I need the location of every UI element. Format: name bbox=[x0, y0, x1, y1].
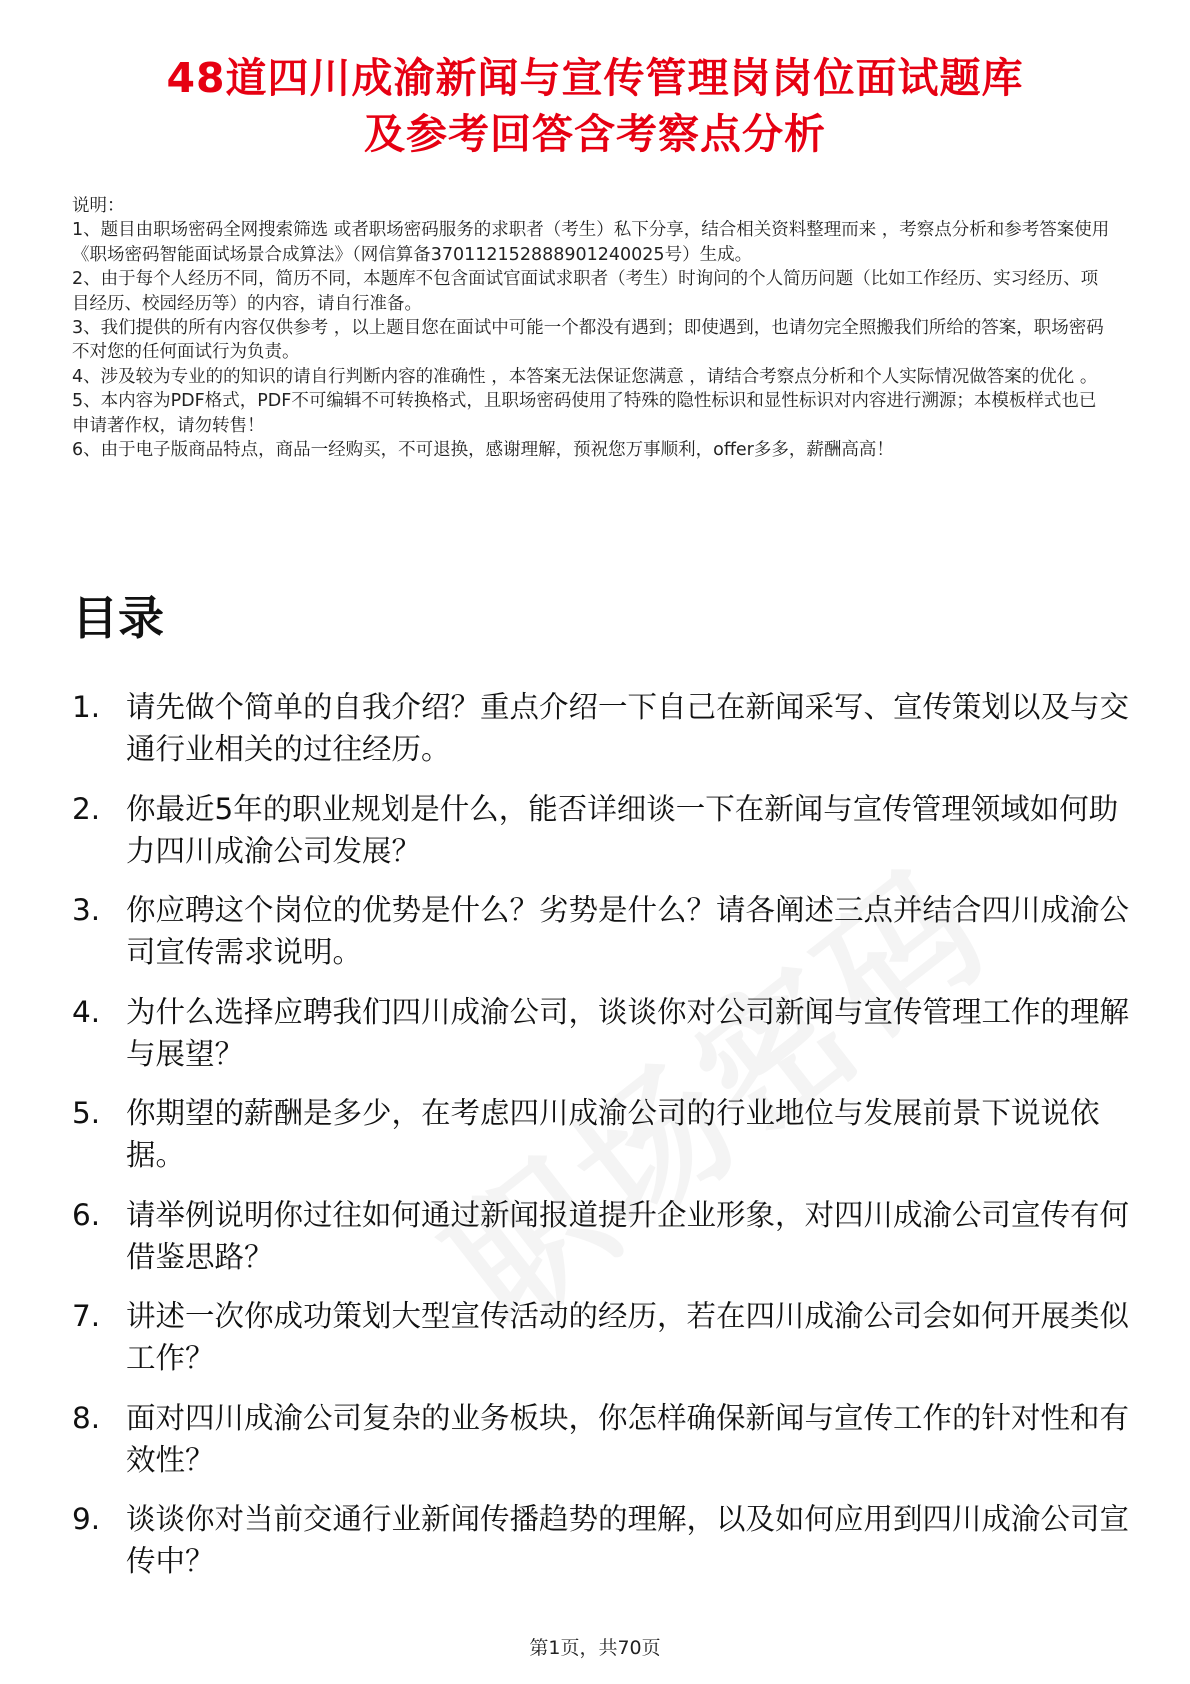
instruction-item: 1、题目由职场密码全网搜索筛选 或者职场密码服务的求职者（考生）私下分享，结合相关资料整理而来 ，考察点分析和参考答案使用《职场密码智能面试场景合成算法》（网信算备370112152888901240025号）生成。 bbox=[72, 220, 1110, 265]
toc-item[interactable] bbox=[72, 1498, 1132, 1582]
toc-item[interactable] bbox=[72, 1194, 1132, 1278]
instruction-item: 3、我们提供的所有内容仅供参考 ，以上题目您在面试中可能一个都没有遇到；即使遇到，也请勿完全照搬我们所给的答案，职场密码不对您的任何面试行为负责。 bbox=[72, 318, 1104, 363]
toc-item-number: 2. bbox=[72, 791, 101, 826]
toc-item-text: 你期望的薪酬是多少，在考虑四川成渝公司的行业地位与发展前景下说说依据。 bbox=[126, 1096, 1100, 1172]
toc-item-number: 4. bbox=[72, 994, 101, 1029]
toc-item-text: 请举例说明你过往如何通过新闻报道提升企业形象，对四川成渝公司宣传有何借鉴思路？ bbox=[126, 1197, 1130, 1274]
instructions-heading: 说明： bbox=[72, 196, 125, 216]
toc-item-number: 7. bbox=[72, 1299, 101, 1333]
toc-item[interactable] bbox=[72, 1092, 1132, 1176]
toc-heading: 目录 bbox=[72, 591, 164, 645]
toc-item-text: 为什么选择应聘我们四川成渝公司，谈谈你对公司新闻与宣传管理工作的理解与展望？ bbox=[126, 994, 1130, 1071]
toc-item[interactable] bbox=[72, 991, 1132, 1075]
toc-item-number: 3. bbox=[72, 893, 101, 927]
toc-item[interactable] bbox=[72, 1397, 1132, 1481]
instruction-item: 4、涉及较为专业的的知识的请自行判断内容的准确性 ，本答案无法保证您满意 ，请结合考察点分析和个人实际情况做答案的优化 。 bbox=[72, 366, 1098, 387]
toc-item-number: 8. bbox=[72, 1400, 101, 1435]
toc-item-number: 9. bbox=[72, 1502, 101, 1536]
toc-item[interactable] bbox=[72, 889, 1132, 973]
toc-item-text: 谈谈你对当前交通行业新闻传播趋势的理解，以及如何应用到四川成渝公司宣传中？ bbox=[126, 1502, 1130, 1578]
toc-item[interactable] bbox=[72, 1295, 1132, 1379]
toc-item-text: 你最近5年的职业规划是什么，能否详细谈一下在新闻与宣传管理领域如何助力四川成渝公司发展？ bbox=[126, 791, 1119, 868]
page-title bbox=[80, 50, 1110, 162]
toc-item-number: 1. bbox=[72, 690, 101, 724]
title-line-2: 及参考回答含考察点分析 bbox=[364, 110, 826, 158]
toc-item-text: 请先做个简单的自我介绍？重点介绍一下自己在新闻采写、宣传策划以及与交通行业相关的过往经历。 bbox=[126, 690, 1130, 766]
instruction-item: 5、本内容为PDF格式，PDF不可编辑不可转换格式，且职场密码使用了特殊的隐性标识和显性标识对内容进行溯源；本模板样式也已申请著作权，请勿转售！ bbox=[72, 391, 1097, 436]
toc-item-number: 6. bbox=[72, 1197, 101, 1232]
title-line-1: 48道四川成渝新闻与宣传管理岗岗位面试题库 bbox=[166, 54, 1024, 102]
toc-item-text: 面对四川成渝公司复杂的业务板块，你怎样确保新闻与宣传工作的针对性和有效性？ bbox=[126, 1400, 1130, 1477]
toc-item-number: 5. bbox=[72, 1096, 101, 1130]
toc-item[interactable] bbox=[72, 686, 1132, 770]
instruction-item: 6、由于电子版商品特点，商品一经购买，不可退换，感谢理解，预祝您万事顺利，offer多多，薪酬高高！ bbox=[72, 440, 894, 461]
toc-item-text: 你应聘这个岗位的优势是什么？劣势是什么？请各阐述三点并结合四川成渝公司宣传需求说明。 bbox=[126, 893, 1130, 969]
toc-item[interactable] bbox=[72, 788, 1132, 872]
instructions-section bbox=[72, 194, 1112, 462]
toc-list bbox=[72, 686, 1132, 1600]
toc-item-text: 讲述一次你成功策划大型宣传活动的经历，若在四川成渝公司会如何开展类似工作？ bbox=[126, 1299, 1130, 1375]
instruction-item: 2、由于每个人经历不同，简历不同，本题库不包含面试官面试求职者（考生）时询问的个人简历问题（比如工作经历、实习经历、项目经历、校园经历等）的内容，请自行准备。 bbox=[72, 269, 1099, 314]
page-footer: 第1页，共70页 bbox=[529, 1637, 661, 1659]
